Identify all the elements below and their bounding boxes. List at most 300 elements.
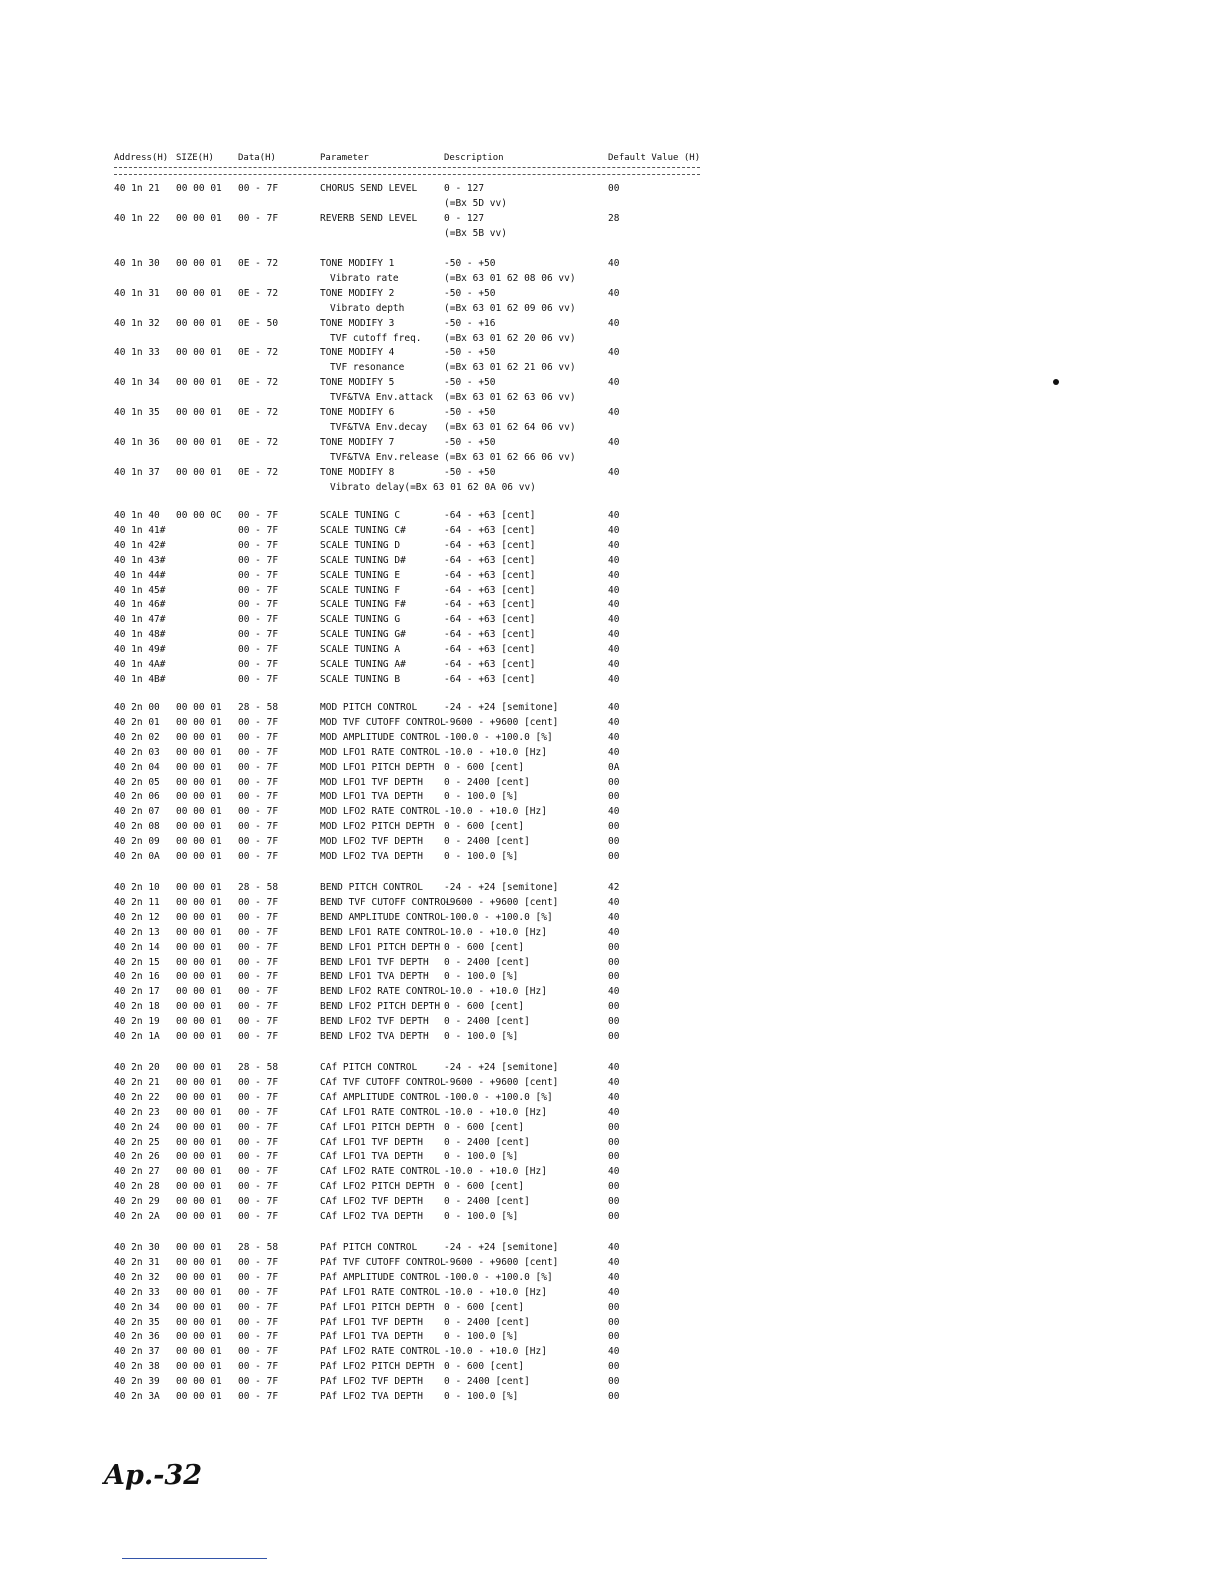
- data-range-cell: 00 - 7F: [238, 851, 279, 862]
- size-cell: 00 00 01: [176, 1076, 222, 1088]
- address-cell: 40 1n 4B#: [114, 673, 166, 685]
- parameter-cell: TONE MODIFY 7: [320, 436, 395, 448]
- table-row: [0, 642, 1224, 657]
- description-cell: -10.0 - +10.0 [Hz]: [444, 986, 547, 998]
- address-cell: 40 1n 31: [114, 287, 160, 299]
- table-row: [0, 196, 1224, 211]
- parameter-cell: MOD AMPLITUDE CONTROL: [320, 731, 441, 743]
- address-cell: 40 1n 22: [114, 212, 160, 224]
- address-cell: 40 2n 11: [114, 896, 160, 908]
- description-cell: 0 - 600 [cent]: [444, 1001, 525, 1013]
- table-row: [0, 760, 1224, 775]
- data-range-cell: 00 - 7F: [238, 1031, 279, 1042]
- parameter-cell: CHORUS SEND LEVEL: [320, 183, 418, 194]
- size-cell: 00 00 01: [176, 436, 222, 448]
- address-cell: 40 2n 15: [114, 956, 160, 968]
- parameter-cell: PAf LFO1 PITCH DEPTH: [320, 1301, 435, 1313]
- size-cell: 00 00 01: [176, 1242, 222, 1253]
- size-cell: 00 00 01: [176, 1001, 222, 1013]
- description-cell: -64 - +63 [cent]: [444, 644, 536, 656]
- address-cell: 40 2n 12: [114, 911, 160, 923]
- data-range-cell: 00 - 7F: [238, 1121, 279, 1133]
- description-cell: -64 - +63 [cent]: [444, 569, 536, 581]
- data-range-cell: 00 - 7F: [238, 510, 279, 521]
- default-value-cell: 40: [608, 806, 620, 818]
- default-value-cell: 40: [608, 539, 620, 551]
- parameter-cell: MOD LFO1 RATE CONTROL: [320, 746, 441, 758]
- table-row: [0, 597, 1224, 612]
- table-row: [0, 1240, 1224, 1255]
- parameter-cell: CAf LFO1 TVA DEPTH: [320, 1151, 423, 1163]
- parameter-cell: CAf LFO2 PITCH DEPTH: [320, 1181, 435, 1193]
- address-cell: 40 1n 4A#: [114, 659, 166, 670]
- size-cell: 00 00 01: [176, 1346, 222, 1358]
- data-range-cell: 00 - 7F: [238, 1331, 279, 1343]
- table-row: [0, 672, 1224, 687]
- table-row: [0, 301, 1224, 316]
- parameter-cell: PAf LFO2 RATE CONTROL: [320, 1346, 441, 1358]
- stray-mark: [1053, 379, 1059, 385]
- column-header-default: Default Value (H): [608, 153, 701, 163]
- table-row: [0, 1029, 1224, 1044]
- parameter-cell: SCALE TUNING G: [320, 614, 401, 626]
- size-cell: 00 00 01: [176, 1196, 222, 1208]
- default-value-cell: 40: [608, 436, 620, 448]
- address-cell: 40 1n 36: [114, 436, 160, 448]
- size-cell: 00 00 01: [176, 1106, 222, 1118]
- address-cell: 40 2n 02: [114, 731, 160, 743]
- default-value-cell: 00: [608, 941, 620, 953]
- table-row: [0, 1374, 1224, 1389]
- address-cell: 40 2n 36: [114, 1331, 160, 1343]
- table-row: [0, 1359, 1224, 1374]
- address-cell: 40 2n 23: [114, 1106, 160, 1118]
- description-cell: (=Bx 63 01 62 66 06 vv): [444, 451, 576, 463]
- description-cell: -64 - +63 [cent]: [444, 524, 536, 536]
- table-row: [0, 508, 1224, 523]
- table-row: [0, 849, 1224, 864]
- default-value-cell: 00: [608, 1031, 620, 1042]
- parameter-cell: BEND LFO1 PITCH DEPTH: [320, 941, 441, 953]
- address-cell: 40 2n 10: [114, 882, 160, 893]
- address-cell: 40 2n 26: [114, 1151, 160, 1163]
- data-range-cell: 00 - 7F: [238, 539, 279, 551]
- parameter-cell: TONE MODIFY 6: [320, 407, 395, 418]
- default-value-cell: 00: [608, 1211, 620, 1222]
- address-cell: 40 2n 16: [114, 971, 160, 983]
- parameter-cell: TONE MODIFY 3: [320, 317, 395, 329]
- parameter-cell: BEND AMPLITUDE CONTROL: [320, 911, 446, 923]
- table-row: [0, 390, 1224, 405]
- table-row: [0, 775, 1224, 790]
- parameter-cell: MOD LFO2 RATE CONTROL: [320, 806, 441, 818]
- data-range-cell: 0E - 72: [238, 287, 279, 299]
- size-cell: 00 00 01: [176, 1031, 222, 1042]
- data-range-cell: 00 - 7F: [238, 1316, 279, 1328]
- parameter-cell: PAf LFO1 TVA DEPTH: [320, 1331, 423, 1343]
- default-value-cell: 40: [608, 569, 620, 581]
- description-cell: 0 - 127: [444, 183, 485, 194]
- size-cell: 00 00 01: [176, 407, 222, 418]
- address-cell: 40 2n 30: [114, 1242, 160, 1253]
- data-range-cell: 0E - 50: [238, 317, 279, 329]
- data-range-cell: 00 - 7F: [238, 791, 279, 803]
- data-range-cell: 00 - 7F: [238, 1211, 279, 1222]
- data-range-cell: 00 - 7F: [238, 986, 279, 998]
- description-cell: -10.0 - +10.0 [Hz]: [444, 1346, 547, 1358]
- parameter-cell: CAf LFO2 RATE CONTROL: [320, 1166, 441, 1178]
- parameter-cell: SCALE TUNING D: [320, 539, 401, 551]
- size-cell: 00 00 01: [176, 806, 222, 818]
- parameter-detail: Vibrato rate: [330, 272, 399, 284]
- size-cell: 00 00 01: [176, 956, 222, 968]
- data-range-cell: 0E - 72: [238, 258, 279, 269]
- default-value-cell: 00: [608, 1196, 620, 1208]
- table-row: [0, 715, 1224, 730]
- description-cell: -10.0 - +10.0 [Hz]: [444, 926, 547, 938]
- address-cell: 40 2n 06: [114, 791, 160, 803]
- default-value-cell: 00: [608, 821, 620, 833]
- table-row: [0, 271, 1224, 286]
- data-range-cell: 00 - 7F: [238, 599, 279, 611]
- parameter-cell: PAf AMPLITUDE CONTROL: [320, 1271, 441, 1283]
- data-range-cell: 00 - 7F: [238, 1271, 279, 1283]
- description-cell: (=Bx 63 01 62 20 06 vv): [444, 332, 576, 344]
- parameter-cell: MOD PITCH CONTROL: [320, 702, 418, 713]
- parameter-detail: Vibrato depth: [330, 302, 405, 314]
- default-value-cell: 40: [608, 896, 620, 908]
- address-cell: 40 2n 18: [114, 1001, 160, 1013]
- size-cell: 00 00 01: [176, 941, 222, 953]
- size-cell: 00 00 01: [176, 1166, 222, 1178]
- description-cell: -9600 - +9600 [cent]: [444, 896, 559, 908]
- table-row: [0, 627, 1224, 642]
- description-cell: 0 - 100.0 [%]: [444, 971, 519, 983]
- description-cell: -64 - +63 [cent]: [444, 629, 536, 641]
- data-range-cell: 00 - 7F: [238, 836, 279, 848]
- data-range-cell: 0E - 72: [238, 347, 279, 359]
- description-cell: -64 - +63 [cent]: [444, 510, 536, 521]
- description-cell: -100.0 - +100.0 [%]: [444, 911, 553, 923]
- table-row: [0, 834, 1224, 849]
- default-value-cell: 40: [608, 524, 620, 536]
- default-value-cell: 40: [608, 1062, 620, 1073]
- parameter-cell: MOD LFO1 TVF DEPTH: [320, 776, 423, 788]
- table-row: [0, 568, 1224, 583]
- description-cell: (=Bx 63 01 62 08 06 vv): [444, 272, 576, 284]
- table-row: [0, 1329, 1224, 1344]
- table-row: [0, 181, 1224, 196]
- size-cell: 00 00 01: [176, 882, 222, 893]
- default-value-cell: 40: [608, 317, 620, 329]
- default-value-cell: 00: [608, 1316, 620, 1328]
- size-cell: 00 00 01: [176, 1121, 222, 1133]
- parameter-cell: SCALE TUNING A#: [320, 659, 406, 670]
- parameter-cell: TONE MODIFY 2: [320, 287, 395, 299]
- description-cell: -100.0 - +100.0 [%]: [444, 1091, 553, 1103]
- table-row: [0, 360, 1224, 375]
- default-value-cell: 40: [608, 1271, 620, 1283]
- description-cell: 0 - 100.0 [%]: [444, 1031, 519, 1042]
- parameter-cell: BEND PITCH CONTROL: [320, 882, 423, 893]
- data-range-cell: 00 - 7F: [238, 1346, 279, 1358]
- parameter-detail: TVF&TVA Env.attack: [330, 392, 433, 404]
- address-cell: 40 1n 44#: [114, 569, 166, 581]
- parameter-cell: MOD LFO2 TVF DEPTH: [320, 836, 423, 848]
- default-value-cell: 00: [608, 836, 620, 848]
- description-cell: -24 - +24 [semitone]: [444, 1242, 559, 1253]
- address-cell: 40 1n 41#: [114, 524, 166, 536]
- table-row: [0, 895, 1224, 910]
- table-row: [0, 955, 1224, 970]
- description-cell: -64 - +63 [cent]: [444, 554, 536, 566]
- description-cell: (=Bx 63 01 62 21 06 vv): [444, 362, 576, 374]
- default-value-cell: 00: [608, 1391, 620, 1402]
- data-range-cell: 28 - 58: [238, 882, 279, 893]
- data-range-cell: 00 - 7F: [238, 1361, 279, 1373]
- description-cell: -9600 - +9600 [cent]: [444, 1076, 559, 1088]
- data-range-cell: 00 - 7F: [238, 776, 279, 788]
- description-cell: -24 - +24 [semitone]: [444, 1062, 559, 1073]
- data-range-cell: 00 - 7F: [238, 569, 279, 581]
- table-row: [0, 405, 1224, 420]
- table-row: [0, 700, 1224, 715]
- address-cell: 40 1n 48#: [114, 629, 166, 641]
- size-cell: 00 00 01: [176, 731, 222, 743]
- size-cell: 00 00 01: [176, 183, 222, 194]
- parameter-cell: SCALE TUNING F#: [320, 599, 406, 611]
- description-cell: -10.0 - +10.0 [Hz]: [444, 806, 547, 818]
- description-cell: -64 - +63 [cent]: [444, 659, 536, 670]
- data-range-cell: 00 - 7F: [238, 746, 279, 758]
- size-cell: 00 00 01: [176, 911, 222, 923]
- description-cell: 0 - 600 [cent]: [444, 1301, 525, 1313]
- parameter-cell: SCALE TUNING D#: [320, 554, 406, 566]
- parameter-cell: BEND TVF CUTOFF CONTROL: [320, 896, 452, 908]
- size-cell: 00 00 01: [176, 1181, 222, 1193]
- table-row: [0, 745, 1224, 760]
- description-cell: 0 - 100.0 [%]: [444, 1331, 519, 1343]
- table-row: [0, 211, 1224, 226]
- description-cell: 0 - 600 [cent]: [444, 761, 525, 773]
- default-value-cell: 40: [608, 926, 620, 938]
- address-cell: 40 2n 13: [114, 926, 160, 938]
- table-row: [0, 1135, 1224, 1150]
- data-range-cell: 00 - 7F: [238, 941, 279, 953]
- data-range-cell: 00 - 7F: [238, 554, 279, 566]
- table-row: [0, 1120, 1224, 1135]
- parameter-cell: CAf LFO2 TVF DEPTH: [320, 1196, 423, 1208]
- address-cell: 40 2n 14: [114, 941, 160, 953]
- description-cell: (=Bx 63 01 62 09 06 vv): [444, 302, 576, 314]
- description-cell: (=Bx 5B vv): [444, 227, 507, 239]
- address-cell: 40 1n 30: [114, 258, 160, 269]
- column-header-data: Data(H): [238, 153, 276, 163]
- description-cell: (=Bx 63 01 62 64 06 vv): [444, 421, 576, 433]
- default-value-cell: 40: [608, 702, 620, 713]
- parameter-cell: TONE MODIFY 1: [320, 258, 395, 269]
- data-range-cell: 00 - 7F: [238, 971, 279, 983]
- address-cell: 40 1n 32: [114, 317, 160, 329]
- address-cell: 40 2n 25: [114, 1136, 160, 1148]
- address-cell: 40 2n 33: [114, 1286, 160, 1298]
- default-value-cell: 40: [608, 1166, 620, 1178]
- description-cell: -64 - +63 [cent]: [444, 599, 536, 611]
- table-row: [0, 730, 1224, 745]
- parameter-cell: CAf LFO2 TVA DEPTH: [320, 1211, 423, 1222]
- address-cell: 40 1n 42#: [114, 539, 166, 551]
- default-value-cell: 00: [608, 1301, 620, 1313]
- address-cell: 40 2n 19: [114, 1016, 160, 1028]
- address-cell: 40 2n 32: [114, 1271, 160, 1283]
- table-row: [0, 583, 1224, 598]
- default-value-cell: 40: [608, 614, 620, 626]
- address-cell: 40 2n 1A: [114, 1031, 160, 1042]
- data-range-cell: 00 - 7F: [238, 821, 279, 833]
- table-row: [0, 1194, 1224, 1209]
- data-range-cell: 00 - 7F: [238, 956, 279, 968]
- parameter-cell: SCALE TUNING C: [320, 510, 401, 521]
- data-range-cell: 00 - 7F: [238, 1106, 279, 1118]
- size-cell: 00 00 01: [176, 926, 222, 938]
- table-row: [0, 1075, 1224, 1090]
- description-cell: 0 - 100.0 [%]: [444, 1391, 519, 1402]
- description-cell: -50 - +50: [444, 287, 496, 299]
- parameter-cell: SCALE TUNING C#: [320, 524, 406, 536]
- default-value-cell: 00: [608, 1001, 620, 1013]
- description-cell: 0 - 2400 [cent]: [444, 776, 530, 788]
- parameter-cell: BEND LFO2 TVF DEPTH: [320, 1016, 429, 1028]
- data-range-cell: 00 - 7F: [238, 1166, 279, 1178]
- description-cell: 0 - 600 [cent]: [444, 941, 525, 953]
- parameter-cell: PAf LFO1 TVF DEPTH: [320, 1316, 423, 1328]
- address-cell: 40 1n 33: [114, 347, 160, 359]
- default-value-cell: 00: [608, 971, 620, 983]
- address-cell: 40 2n 37: [114, 1346, 160, 1358]
- size-cell: 00 00 01: [176, 836, 222, 848]
- description-cell: -10.0 - +10.0 [Hz]: [444, 1286, 547, 1298]
- size-cell: 00 00 01: [176, 716, 222, 728]
- default-value-cell: 40: [608, 986, 620, 998]
- default-value-cell: 40: [608, 554, 620, 566]
- data-range-cell: 00 - 7F: [238, 659, 279, 670]
- description-cell: -9600 - +9600 [cent]: [444, 1256, 559, 1268]
- data-range-cell: 00 - 7F: [238, 1001, 279, 1013]
- default-value-cell: 00: [608, 851, 620, 862]
- table-row: [0, 1090, 1224, 1105]
- description-cell: 0 - 2400 [cent]: [444, 1316, 530, 1328]
- description-cell: (=Bx 5D vv): [444, 197, 507, 209]
- data-range-cell: 00 - 7F: [238, 644, 279, 656]
- table-row: [0, 1105, 1224, 1120]
- default-value-cell: 40: [608, 466, 620, 478]
- size-cell: 00 00 01: [176, 466, 222, 478]
- default-value-cell: 40: [608, 287, 620, 299]
- data-range-cell: 00 - 7F: [238, 761, 279, 773]
- default-value-cell: 00: [608, 1376, 620, 1388]
- parameter-cell: BEND LFO2 TVA DEPTH: [320, 1031, 429, 1042]
- address-cell: 40 2n 2A: [114, 1211, 160, 1222]
- size-cell: 00 00 01: [176, 776, 222, 788]
- default-value-cell: 00: [608, 1151, 620, 1163]
- address-cell: 40 2n 00: [114, 702, 160, 713]
- address-cell: 40 2n 39: [114, 1376, 160, 1388]
- data-range-cell: 00 - 7F: [238, 673, 279, 685]
- default-value-cell: 00: [608, 1016, 620, 1028]
- data-range-cell: 00 - 7F: [238, 926, 279, 938]
- address-cell: 40 2n 0A: [114, 851, 160, 862]
- data-range-cell: 00 - 7F: [238, 1181, 279, 1193]
- table-row: [0, 1285, 1224, 1300]
- data-range-cell: 00 - 7F: [238, 716, 279, 728]
- size-cell: 00 00 01: [176, 1271, 222, 1283]
- column-header-size: SIZE(H): [176, 153, 214, 163]
- default-value-cell: 00: [608, 776, 620, 788]
- size-cell: 00 00 01: [176, 287, 222, 299]
- size-cell: 00 00 0C: [176, 510, 222, 521]
- default-value-cell: 40: [608, 510, 620, 521]
- address-cell: 40 1n 45#: [114, 584, 166, 596]
- description-cell: 0 - 2400 [cent]: [444, 1016, 530, 1028]
- table-row: [0, 1344, 1224, 1359]
- parameter-cell: CAf TVF CUTOFF CONTROL: [320, 1076, 446, 1088]
- default-value-cell: 00: [608, 1136, 620, 1148]
- description-cell: 0 - 2400 [cent]: [444, 836, 530, 848]
- description-cell: -10.0 - +10.0 [Hz]: [444, 1106, 547, 1118]
- table-row: [0, 1164, 1224, 1179]
- data-range-cell: 00 - 7F: [238, 1301, 279, 1313]
- column-header-address: Address(H): [114, 153, 169, 163]
- data-range-cell: 00 - 7F: [238, 1151, 279, 1163]
- parameter-cell: PAf PITCH CONTROL: [320, 1242, 418, 1253]
- description-cell: -24 - +24 [semitone]: [444, 882, 559, 893]
- size-cell: 00 00 01: [176, 746, 222, 758]
- parameter-cell: BEND LFO2 RATE CONTROL: [320, 986, 446, 998]
- default-value-cell: 40: [608, 377, 620, 389]
- data-range-cell: 00 - 7F: [238, 524, 279, 536]
- data-range-cell: 28 - 58: [238, 702, 279, 713]
- description-cell: 0 - 2400 [cent]: [444, 1376, 530, 1388]
- table-row: [0, 450, 1224, 465]
- size-cell: 00 00 01: [176, 986, 222, 998]
- data-range-cell: 00 - 7F: [238, 1091, 279, 1103]
- address-cell: 40 1n 43#: [114, 554, 166, 566]
- default-value-cell: 40: [608, 258, 620, 269]
- table-row: [0, 789, 1224, 804]
- table-row: [0, 969, 1224, 984]
- address-cell: 40 2n 03: [114, 746, 160, 758]
- parameter-detail: TVF&TVA Env.release: [330, 451, 439, 463]
- parameter-cell: TONE MODIFY 5: [320, 377, 395, 389]
- table-row: [0, 804, 1224, 819]
- size-cell: 00 00 01: [176, 212, 222, 224]
- address-cell: 40 2n 04: [114, 761, 160, 773]
- address-cell: 40 2n 07: [114, 806, 160, 818]
- size-cell: 00 00 01: [176, 1136, 222, 1148]
- size-cell: 00 00 01: [176, 1211, 222, 1222]
- size-cell: 00 00 01: [176, 1256, 222, 1268]
- parameter-cell: MOD LFO2 TVA DEPTH: [320, 851, 423, 862]
- table-row: [0, 1179, 1224, 1194]
- description-cell: -50 - +50: [444, 466, 496, 478]
- data-range-cell: 0E - 72: [238, 436, 279, 448]
- table-row: [0, 984, 1224, 999]
- default-value-cell: 00: [608, 1331, 620, 1343]
- parameter-cell: CAf LFO1 TVF DEPTH: [320, 1136, 423, 1148]
- description-cell: -64 - +63 [cent]: [444, 539, 536, 551]
- size-cell: 00 00 01: [176, 896, 222, 908]
- default-value-cell: 40: [608, 716, 620, 728]
